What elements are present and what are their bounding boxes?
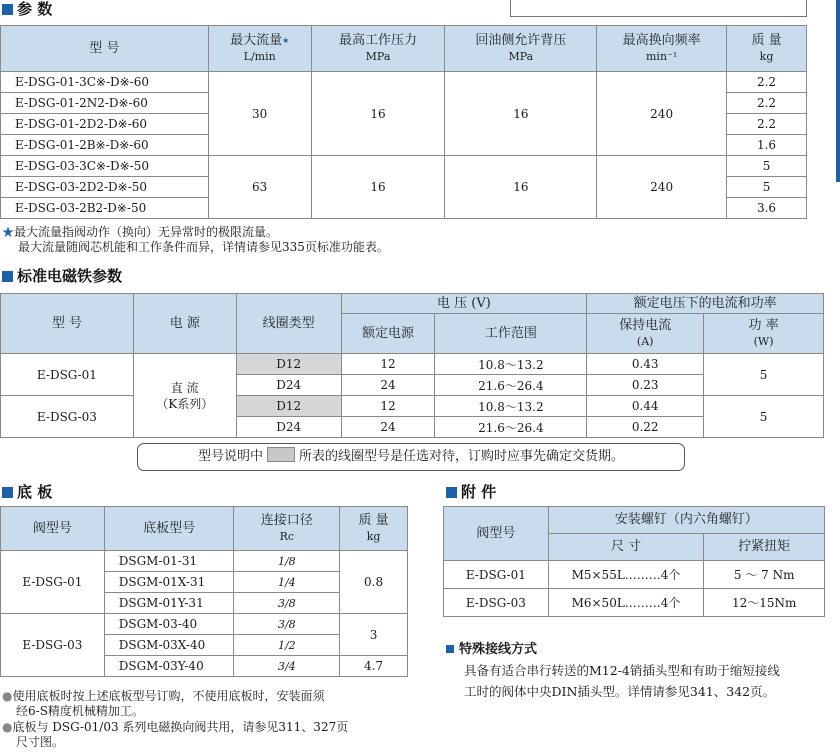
- baseplate-note-2: ●底板与 DSG-01/03 系列电磁换向阀共用，请参见311、327页: [2, 720, 349, 734]
- coil-cell: D12: [236, 354, 341, 375]
- hold-current-cell: 0.44: [587, 396, 704, 417]
- mass-cell: 3.6: [727, 198, 807, 219]
- coil-legend-note: 型号说明中 所表的线圈型号是任选对待，订购时应事先确定交货期。: [137, 443, 685, 471]
- plate-model-cell: DSGM-01X-31: [104, 572, 234, 593]
- mass-cell: 2.2: [727, 72, 807, 93]
- side-accent-bar: [836, 0, 840, 182]
- power-cell: 5: [704, 396, 824, 438]
- solenoid-header-watt: 功 率 (W): [704, 314, 824, 354]
- plate-model-cell: DSGM-03-40: [104, 614, 234, 635]
- model-cell: E-DSG-01-3C※-D※-60: [1, 72, 209, 93]
- plate-mass-cell: 3: [340, 614, 408, 656]
- solenoid-header-current-power: 额定电压下的电流和功率: [587, 294, 824, 314]
- plate-mass-cell: 4.7: [340, 656, 408, 677]
- solenoid-header-voltage: 电 压 (V): [341, 294, 587, 314]
- pressure-cell: 16: [311, 156, 445, 219]
- baseplate-header-row: [1, 507, 408, 551]
- bullet-icon: ●: [2, 720, 13, 734]
- solenoid-header-power: 电 源: [133, 294, 236, 354]
- table-row: [1, 354, 824, 375]
- solenoid-header-range: 工作范围: [435, 314, 587, 354]
- solenoid-model-cell: E-DSG-01: [1, 354, 134, 396]
- table-row: [1, 614, 408, 635]
- solenoid-table: [0, 293, 824, 438]
- accessory-header-row-1: [444, 507, 825, 534]
- wiring-text-1: 具备有适合串行转送的M12-4销插头型和有助于缩短接线: [464, 663, 780, 678]
- hold-current-cell: 0.43: [587, 354, 704, 375]
- rated-voltage-cell: 24: [341, 417, 435, 438]
- power-cell: 5: [704, 354, 824, 396]
- section-square-icon: [2, 271, 13, 282]
- voltage-range-cell: 10.8～13.2: [435, 396, 587, 417]
- star-icon: ★: [2, 225, 15, 239]
- params-header-flow: 最大流量★ L/min: [208, 26, 311, 72]
- plate-mass-cell: 0.8: [340, 551, 408, 614]
- hold-current-cell: 0.23: [587, 375, 704, 396]
- plate-model-cell: DSGM-01-31: [104, 551, 234, 572]
- baseplate-header-valve: 阀型号: [1, 507, 105, 551]
- solenoid-header-coil: 线圈类型: [236, 294, 341, 354]
- plate-model-cell: DSGM-03Y-40: [104, 656, 234, 677]
- params-table: [0, 25, 807, 219]
- port-size-cell: 1/2: [234, 635, 340, 656]
- section-square-icon: [446, 487, 457, 498]
- baseplate-note-1: ●使用底板时按上述底板型号订购，不使用底板时，安装面须: [2, 689, 325, 703]
- table-row: [1, 72, 807, 93]
- torque-cell: 5 ～ 7 Nm: [704, 561, 825, 589]
- mass-cell: 2.2: [727, 93, 807, 114]
- rated-voltage-cell: 12: [341, 354, 435, 375]
- mass-cell: 2.2: [727, 114, 807, 135]
- accessory-valve-cell: E-DSG-01: [444, 561, 549, 589]
- freq-cell: 240: [597, 156, 727, 219]
- model-cell: E-DSG-03-3C※-D※-50: [1, 156, 209, 177]
- coil-cell: D24: [236, 417, 341, 438]
- model-cell: E-DSG-01-2N2-D※-60: [1, 93, 209, 114]
- voltage-range-cell: 10.8～13.2: [435, 354, 587, 375]
- power-source-cell: 直 流 （K系列）: [133, 354, 236, 438]
- baseplate-table: [0, 506, 408, 677]
- solenoid-header-row-1: [1, 294, 824, 314]
- table-row: [444, 561, 825, 589]
- baseplate-note-1-cont: 经6-S精度机械精加工。: [16, 704, 144, 718]
- star-icon: ★: [282, 35, 290, 45]
- back-pressure-cell: 16: [445, 156, 597, 219]
- section-square-icon: [446, 645, 454, 653]
- freq-cell: 240: [597, 72, 727, 156]
- wiring-text-2: 工时的阀体中央DIN插头型。详情请参见341、342页。: [464, 684, 776, 699]
- params-note-1: ★最大流量指阀动作（换向）无异常时的极限流量。: [2, 225, 279, 239]
- coil-cell: D24: [236, 375, 341, 396]
- accessory-header-torque: 拧紧扭矩: [704, 534, 825, 561]
- flow-cell: 63: [208, 156, 311, 219]
- flow-cell: 30: [208, 72, 311, 156]
- accessory-valve-cell: E-DSG-03: [444, 589, 549, 617]
- params-header-freq: 最高换向频率 min⁻¹: [597, 26, 727, 72]
- baseplate-note-2-cont: 尺寸图。: [16, 735, 65, 749]
- model-cell: E-DSG-03-2B2-D※-50: [1, 198, 209, 219]
- torque-cell: 12～15Nm: [704, 589, 825, 617]
- params-header-mass: 质 量 kg: [727, 26, 807, 72]
- baseplate-header-port: 连接口径 Rc: [234, 507, 340, 551]
- accessory-header-valve: 阀型号: [444, 507, 549, 561]
- coil-cell: D12: [236, 396, 341, 417]
- pressure-cell: 16: [311, 72, 445, 156]
- rated-voltage-cell: 12: [341, 396, 435, 417]
- model-cell: E-DSG-03-2D2-D※-50: [1, 177, 209, 198]
- solenoid-header-rated: 额定电源: [341, 314, 435, 354]
- solenoid-model-cell: E-DSG-03: [1, 396, 134, 438]
- solenoid-header-hold: 保持电流 (A): [587, 314, 704, 354]
- params-header-row: [1, 26, 807, 72]
- screw-size-cell: M5×55L………4个: [548, 561, 704, 589]
- bullet-icon: ●: [2, 689, 13, 703]
- gray-swatch-icon: [267, 447, 295, 462]
- back-pressure-cell: 16: [445, 72, 597, 156]
- voltage-range-cell: 21.6～26.4: [435, 417, 587, 438]
- params-header-pressure: 最高工作压力 MPa: [311, 26, 445, 72]
- mass-cell: 1.6: [727, 135, 807, 156]
- section-square-icon: [2, 4, 13, 15]
- screw-size-cell: M6×50L………4个: [548, 589, 704, 617]
- mass-cell: 5: [727, 156, 807, 177]
- solenoid-header-model: 型 号: [1, 294, 134, 354]
- port-size-cell: 1/4: [234, 572, 340, 593]
- params-header-model: 型 号: [1, 26, 209, 72]
- table-row: [444, 589, 825, 617]
- accessory-title: 附 件: [446, 481, 496, 502]
- hold-current-cell: 0.22: [587, 417, 704, 438]
- baseplate-header-mass: 质 量 kg: [340, 507, 408, 551]
- baseplate-header-plate: 底板型号: [104, 507, 234, 551]
- accessory-header-size: 尺 寸: [548, 534, 704, 561]
- table-row: [1, 396, 824, 417]
- mass-cell: 5: [727, 177, 807, 198]
- baseplate-title: 底 板: [2, 481, 52, 502]
- plate-model-cell: DSGM-01Y-31: [104, 593, 234, 614]
- params-note-2: 最大流量随阀芯机能和工作条件而异，详情请参见335页标准功能表。: [18, 240, 389, 254]
- voltage-range-cell: 21.6～26.4: [435, 375, 587, 396]
- accessory-table: [443, 506, 825, 617]
- wiring-title: 特殊接线方式: [446, 638, 537, 657]
- accessory-header-screw: 安装螺钉（内六角螺钉）: [548, 507, 824, 534]
- plate-model-cell: DSGM-03X-40: [104, 635, 234, 656]
- port-size-cell: 3/4: [234, 656, 340, 677]
- model-cell: E-DSG-01-2D2-D※-60: [1, 114, 209, 135]
- rated-voltage-cell: 24: [341, 375, 435, 396]
- table-row: [1, 156, 807, 177]
- valve-model-cell: E-DSG-01: [1, 551, 105, 614]
- params-header-back: 回油侧允许背压 MPa: [445, 26, 597, 72]
- params-title: 参 数: [2, 0, 52, 19]
- port-size-cell: 3/8: [234, 593, 340, 614]
- solenoid-title: 标准电磁铁参数: [2, 265, 122, 286]
- section-square-icon: [2, 487, 13, 498]
- table-row: [1, 551, 408, 572]
- model-cell: E-DSG-01-2B※-D※-60: [1, 135, 209, 156]
- port-size-cell: 3/8: [234, 614, 340, 635]
- port-size-cell: 1/8: [234, 551, 340, 572]
- top-frame: [510, 0, 807, 17]
- valve-model-cell: E-DSG-03: [1, 614, 105, 677]
